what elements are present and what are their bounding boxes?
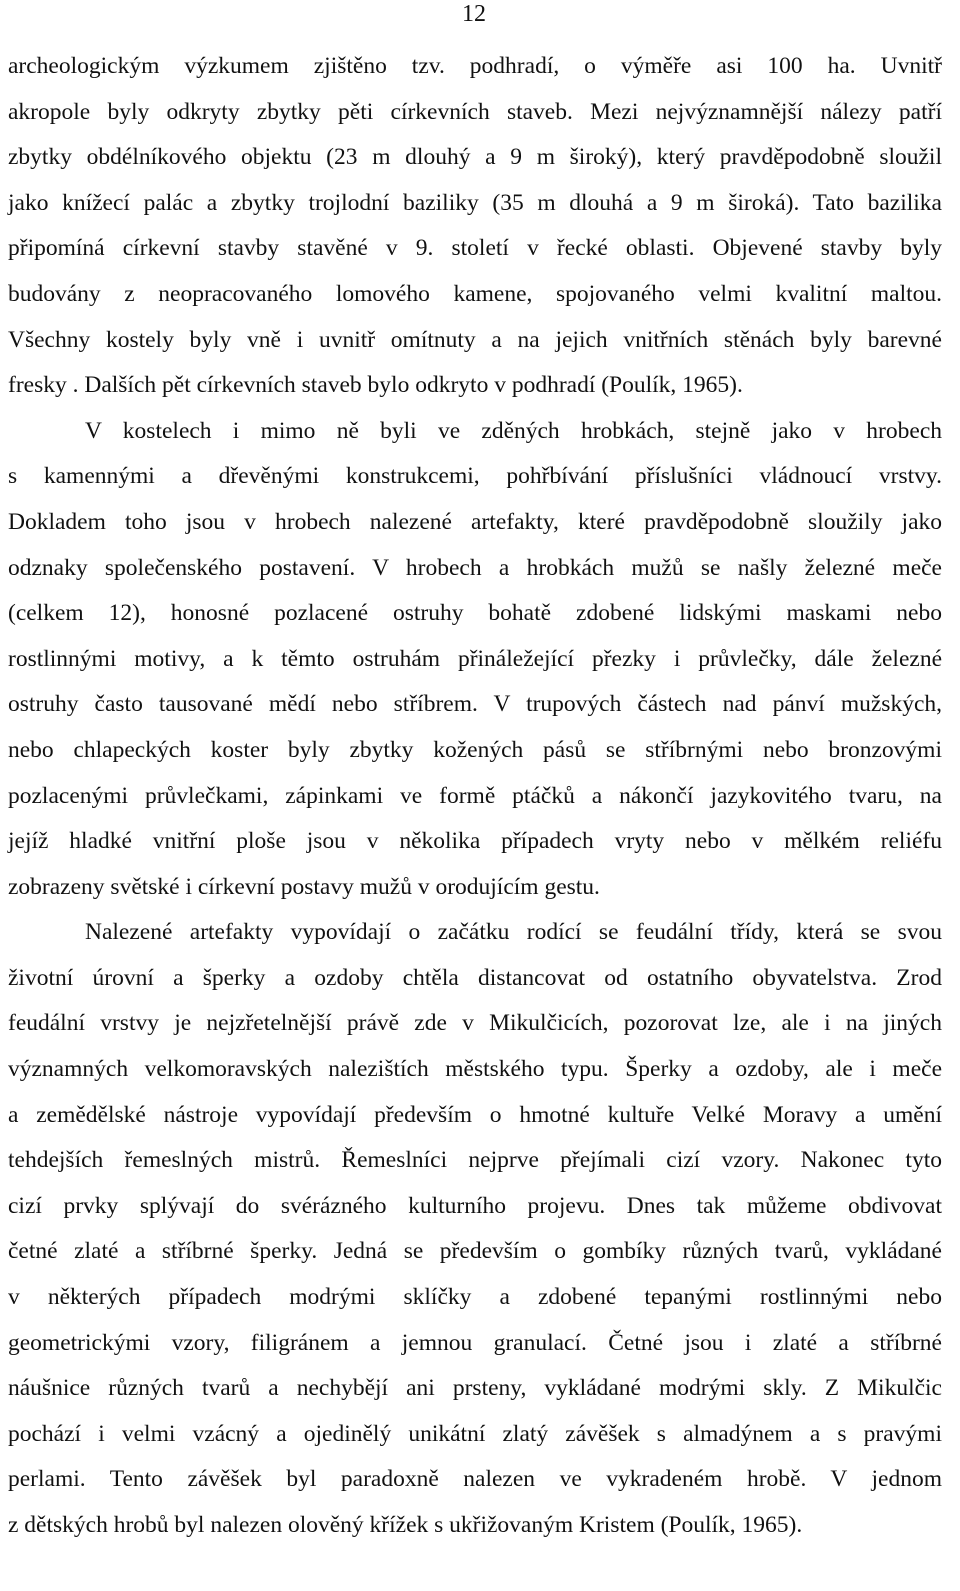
text-line: a zemědělské nástroje vypovídají především o hmotné kultuře Velké Moravy a umění [8, 1101, 942, 1128]
text-line: z dětských hrobů byl nalezen olověný křížek s ukřižovaným Kristem (Poulík, 1965). [8, 1512, 803, 1538]
text-line: odznaky společenského postavení. V hrobech a hrobkách mužů se našly železné meče [8, 554, 942, 581]
text-line: jako knížecí palác a zbytky trojlodní baziliky (35 m dlouhá a 9 m široká). Tato bazilika [8, 189, 942, 216]
text-line: (celkem 12), honosné pozlacené ostruhy bohatě zdobené lidskými maskami nebo [8, 600, 942, 627]
text-line: připomíná církevní stavby stavěné v 9. století v řecké oblasti. Objevené stavby byly [8, 235, 942, 262]
text-line: Nalezené artefakty vypovídají o začátku rodící se feudální třídy, která se svou [85, 919, 942, 946]
text-line: cizí prvky splývají do svérázného kulturního projevu. Dnes tak můžeme obdivovat [8, 1192, 942, 1219]
text-line: archeologickým výzkumem zjištěno tzv. podhradí, o výměře asi 100 ha. Uvnitř [8, 53, 942, 79]
text-line: zbytky obdélníkového objektu (23 m dlouhý a 9 m široký), který pravděpodobně sloužil [8, 144, 942, 171]
text-line: geometrickými vzory, filigránem a jemnou granulací. Četné jsou i zlaté a stříbrné [8, 1329, 942, 1356]
body-text [8, 44, 942, 1549]
text-line: nebo chlapeckých koster byly zbytky kožených pásů se stříbrnými nebo bronzovými [8, 736, 942, 763]
text-line: náušnice různých tvarů a nechybějí ani prsteny, vykládané modrými skly. Z Mikulčic [8, 1375, 942, 1402]
text-line: tehdejších řemeslných mistrů. Řemeslníci nejprve přejímali cizí vzory. Nakonec tyto [8, 1147, 942, 1174]
text-line: s kamennými a dřevěnými konstrukcemi, pohřbívání příslušníci vládnoucí vrstvy. [8, 463, 942, 490]
text-line: četné zlaté a stříbrné šperky. Jedná se především o gombíky různých tvarů, vykládané [8, 1238, 942, 1265]
text-line: v některých případech modrými sklíčky a zdobené tepanými rostlinnými nebo [8, 1284, 942, 1311]
text-line: pochází i velmi vzácný a ojedinělý unikátní zlatý závěšek s almadýnem a s pravými [8, 1420, 942, 1447]
text-line: feudální vrstvy je nejzřetelnější právě zde v Mikulčicích, pozorovat lze, ale i na jiných [8, 1010, 942, 1037]
text-line: životní úrovní a šperky a ozdoby chtěla distancovat od ostatního obyvatelstva. Zrod [8, 964, 942, 991]
text-line: perlami. Tento závěšek byl paradoxně nalezen ve vykradeném hrobě. V jednom [8, 1466, 942, 1493]
text-line: Dokladem toho jsou v hrobech nalezené artefakty, které pravděpodobně sloužily jako [8, 508, 942, 535]
text-line: zobrazeny světské i církevní postavy mužů v orodujícím gestu. [8, 873, 600, 900]
text-line: ostruhy často tausované mědí nebo stříbrem. V trupových částech nad pánví mužských, [8, 691, 942, 718]
text-line: Všechny kostely byly vně i uvnitř omítnuty a na jejich vnitřních stěnách byly barevné [8, 326, 942, 353]
page-number: 12 [462, 1, 486, 27]
text-line: významných velkomoravských nalezištích městského typu. Šperky a ozdoby, ale i meče [8, 1056, 942, 1083]
text-line: budovány z neopracovaného lomového kamene, spojovaného velmi kvalitní maltou. [8, 280, 942, 307]
text-line: pozlacenými průvlečkami, zápinkami ve formě ptáčků a nákončí jazykovitého tvaru, na [8, 782, 942, 809]
text-line: rostlinnými motivy, a k těmto ostruhám přináležející přezky i průvlečky, dále železné [8, 645, 942, 672]
text-line: V kostelech i mimo ně byli ve zděných hrobkách, stejně jako v hrobech [85, 417, 942, 444]
text-line: jejíž hladké vnitřní ploše jsou v několika případech vryty nebo v mělkém reliéfu [8, 828, 942, 855]
text-line: akropole byly odkryty zbytky pěti církevních staveb. Mezi nejvýznamnější nálezy patří [8, 98, 942, 125]
text-line: fresky . Dalších pět církevních staveb bylo odkryto v podhradí (Poulík, 1965). [8, 372, 743, 399]
